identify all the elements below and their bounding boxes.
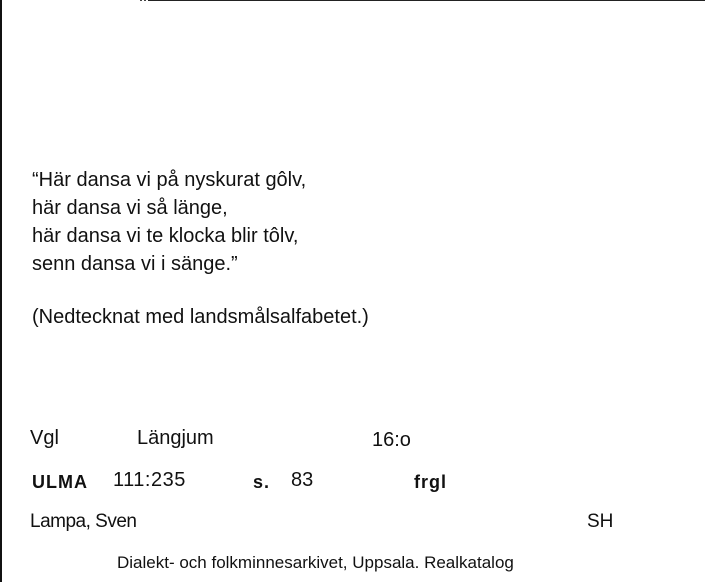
verse-line: här dansa vi så länge, [32,197,228,219]
archive-label: ULMA [32,472,88,492]
collector-initials: SH [587,511,614,532]
verse-text [32,166,306,278]
card-left-border [0,0,2,582]
page-prefix: s. [253,472,271,492]
archive-number: 111:235 [113,469,186,491]
collector-name: Lampa, Sven [30,511,137,532]
verse-line: “Här dansa vi på nyskurat gôlv, [32,169,307,191]
card-top-rule [148,0,705,1]
place-name: Längjum [137,427,214,449]
category-code: frgl [414,472,447,492]
transcription-note: (Nedtecknat med landsmålsalfabetet.) [32,306,369,328]
vgl-label: Vgl [30,427,59,449]
archive-footer: Dialekt- och folkminnesarkivet, Uppsala. Realkatalog [117,553,514,572]
verse-line: här dansa vi te klocka blir tôlv, [32,225,299,247]
verse-line: senn dansa vi i sänge.” [32,253,238,275]
format-code: 16:o [372,429,411,451]
page-number: 83 [291,469,314,491]
